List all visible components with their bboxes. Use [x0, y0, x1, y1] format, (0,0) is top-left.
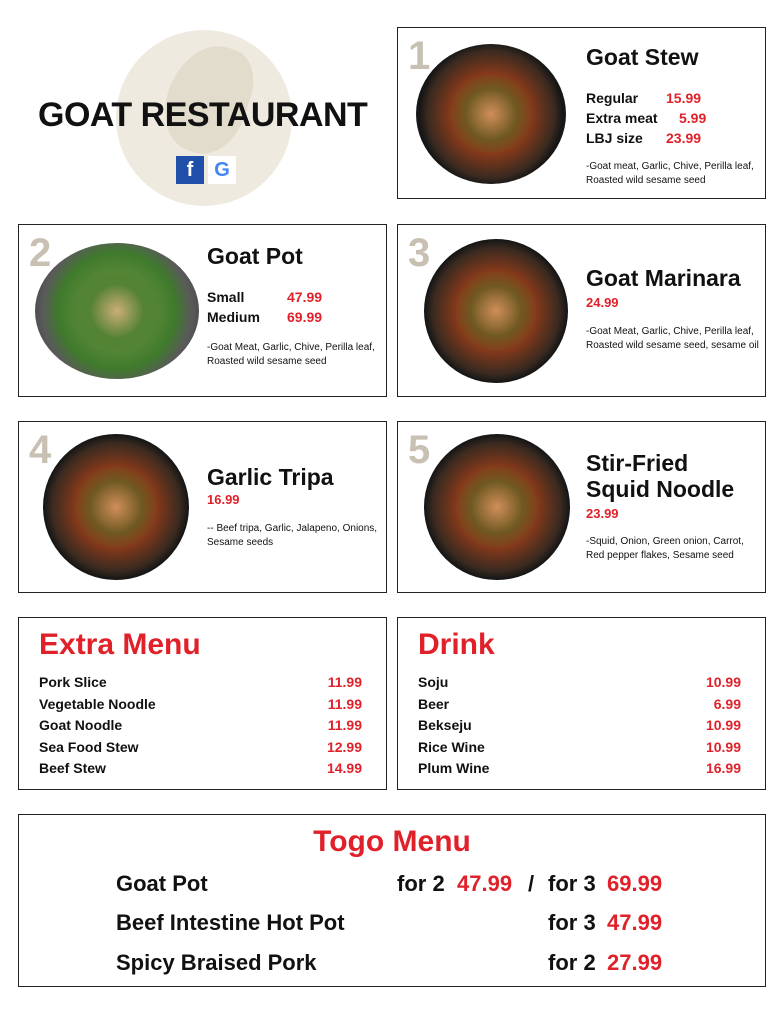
size-price: 15.99	[666, 90, 702, 106]
drink-menu-title: Drink	[418, 628, 495, 661]
item-price: 14.99	[326, 760, 362, 776]
dish-photo	[416, 44, 566, 184]
dish-price: 23.99	[586, 506, 619, 521]
desc-line: Roasted wild sesame seed, sesame oil	[586, 340, 759, 351]
item-name: Pork Slice	[39, 674, 107, 690]
size-label: Regular	[586, 90, 639, 106]
dish-number: 1	[408, 34, 431, 78]
dish-photo	[424, 434, 570, 580]
dish-title: Goat Marinara	[586, 265, 741, 291]
dish-card-goat-pot	[18, 224, 387, 397]
dish-title-line: Stir-Fried	[586, 450, 689, 476]
desc-line: -Squid, Onion, Green onion, Carrot,	[586, 536, 744, 547]
list-item	[418, 674, 741, 690]
item-price: 10.99	[705, 739, 741, 755]
togo-separator: /	[528, 871, 535, 896]
item-price: 10.99	[705, 717, 741, 733]
extra-menu-card	[18, 617, 387, 790]
size-label: Extra meat	[586, 110, 658, 126]
list-item	[418, 760, 741, 776]
desc-line: -Goat Meat, Garlic, Chive, Perilla leaf,	[586, 326, 754, 337]
item-name: Sea Food Stew	[39, 739, 139, 755]
size-row	[586, 130, 701, 146]
size-label: LBJ size	[586, 130, 643, 146]
size-row	[586, 90, 701, 106]
item-name: Rice Wine	[418, 739, 485, 755]
list-item	[39, 696, 362, 712]
dish-description	[207, 341, 375, 369]
togo-price: 27.99	[607, 950, 663, 975]
restaurant-header	[18, 24, 388, 214]
item-price: 11.99	[327, 696, 362, 712]
list-item	[418, 696, 741, 712]
list-item	[39, 717, 362, 733]
item-price: 11.99	[327, 717, 362, 733]
size-label: Medium	[207, 309, 260, 325]
dish-description	[586, 160, 754, 188]
togo-item-name: Spicy Braised Pork	[116, 950, 317, 975]
togo-menu-card	[18, 814, 766, 987]
togo-serving-label: for 3	[548, 910, 596, 935]
size-price: 47.99	[287, 289, 323, 305]
dish-card-garlic-tripa	[18, 421, 387, 593]
size-row	[207, 309, 322, 325]
item-name: Beef Stew	[39, 760, 106, 776]
togo-item-name: Beef Intestine Hot Pot	[116, 910, 345, 935]
facebook-icon[interactable]: f	[176, 156, 204, 184]
item-price: 12.99	[326, 739, 362, 755]
size-row	[207, 289, 322, 305]
size-price: 69.99	[287, 309, 323, 325]
togo-price: 47.99	[607, 910, 663, 935]
togo-serving-label: for 2	[397, 871, 445, 896]
item-name: Plum Wine	[418, 760, 490, 776]
list-item	[418, 739, 741, 755]
desc-line: Sesame seeds	[207, 537, 274, 548]
dish-title-line: Squid Noodle	[586, 476, 735, 502]
togo-price: 47.99	[457, 871, 513, 896]
dish-title: Garlic Tripa	[207, 464, 334, 490]
item-name: Soju	[418, 674, 449, 690]
togo-serving-label: for 3	[548, 871, 596, 896]
list-item	[39, 674, 362, 690]
list-item	[418, 717, 741, 733]
dish-description	[586, 325, 759, 353]
item-price: 6.99	[713, 696, 741, 712]
size-label: Small	[207, 289, 245, 305]
list-item	[39, 739, 362, 755]
togo-serving-label: for 2	[548, 950, 596, 975]
dish-title	[586, 450, 734, 502]
item-name: Bekseju	[418, 717, 472, 733]
extra-menu-title: Extra Menu	[39, 628, 201, 661]
drink-menu-card	[397, 617, 766, 790]
dish-photo	[424, 239, 568, 383]
item-price: 16.99	[705, 760, 741, 776]
dish-description	[207, 522, 377, 550]
size-row	[586, 110, 706, 126]
dish-number: 3	[408, 231, 431, 275]
dish-title: Goat Pot	[207, 243, 303, 269]
dish-price: 24.99	[586, 295, 619, 310]
dish-photo	[43, 434, 189, 580]
item-name: Beer	[418, 696, 450, 712]
google-icon[interactable]: G	[208, 156, 236, 184]
desc-line: Red pepper flakes, Sesame seed	[586, 550, 734, 561]
dish-description	[586, 535, 744, 563]
size-price: 23.99	[666, 130, 702, 146]
dish-card-squid-noodle	[397, 421, 766, 593]
dish-card-goat-stew	[397, 27, 766, 199]
togo-price: 69.99	[607, 871, 663, 896]
desc-line: -- Beef tripa, Garlic, Jalapeno, Onions,	[207, 523, 378, 534]
dish-price: 16.99	[207, 492, 240, 507]
item-price: 10.99	[705, 674, 741, 690]
item-name: Vegetable Noodle	[39, 696, 156, 712]
desc-line: Roasted wild sesame seed	[586, 175, 706, 186]
togo-menu-title: Togo Menu	[313, 825, 471, 858]
dish-title: Goat Stew	[586, 44, 699, 70]
dish-photo	[35, 243, 199, 379]
desc-line: -Goat Meat, Garlic, Chive, Perilla leaf,	[207, 342, 375, 353]
dish-number: 2	[29, 231, 52, 275]
desc-line: Roasted wild sesame seed	[207, 356, 327, 367]
dish-card-goat-marinara	[397, 224, 766, 397]
restaurant-name: GOAT RESTAURANT	[38, 96, 368, 134]
desc-line: -Goat meat, Garlic, Chive, Perilla leaf,	[586, 161, 754, 172]
togo-item-name: Goat Pot	[116, 871, 208, 896]
size-price: 5.99	[679, 110, 707, 126]
dish-number: 4	[29, 428, 52, 472]
item-name: Goat Noodle	[39, 717, 123, 733]
dish-number: 5	[408, 428, 431, 472]
list-item	[39, 760, 362, 776]
item-price: 11.99	[327, 674, 362, 690]
